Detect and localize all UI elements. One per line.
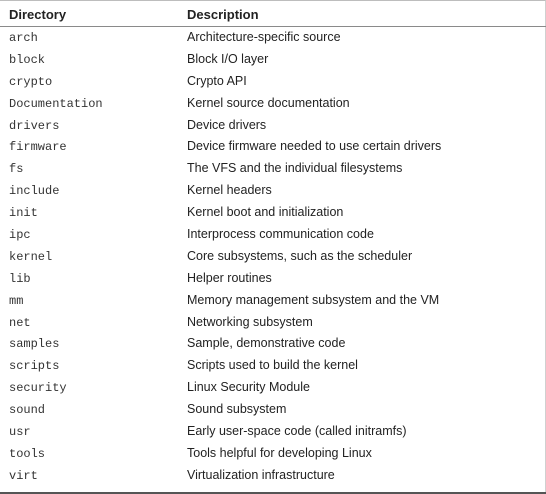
table-row <box>0 290 546 312</box>
directory-cell: arch <box>9 31 38 45</box>
directory-cell: include <box>9 184 60 199</box>
directory-cell: tools <box>9 446 46 461</box>
description-cell: Sample, demonstrative code <box>187 336 346 351</box>
description-cell: The VFS and the individual filesystems <box>187 161 403 176</box>
table-row <box>0 377 546 399</box>
header-description: Description <box>187 7 259 22</box>
directory-cell: sound <box>9 403 46 418</box>
directory-cell: security <box>9 381 67 396</box>
directory-cell: fs <box>9 162 24 177</box>
description-cell: Device drivers <box>187 117 267 132</box>
table-header <box>0 1 546 27</box>
table-body <box>0 27 546 487</box>
description-cell: Kernel boot and initialization <box>187 205 344 220</box>
table-row <box>0 312 546 334</box>
table-row <box>0 246 546 268</box>
table-row <box>0 115 546 137</box>
directory-cell: block <box>9 52 46 67</box>
table-row <box>0 136 546 158</box>
description-cell: Scripts used to build the kernel <box>187 358 358 373</box>
directory-cell: Documentation <box>9 96 103 111</box>
header-directory: Directory <box>9 7 67 22</box>
table-row <box>0 224 546 246</box>
directory-cell: virt <box>9 468 38 483</box>
directory-cell: usr <box>9 425 31 440</box>
table-row <box>0 180 546 202</box>
description-cell: Memory management subsystem and the VM <box>187 292 440 307</box>
table-row <box>0 443 546 465</box>
description-cell: Early user-space code (called initramfs) <box>187 424 407 439</box>
table-row <box>0 268 546 290</box>
table-row <box>0 93 546 115</box>
description-cell: Kernel source documentation <box>187 95 350 110</box>
description-cell: Crypto API <box>187 73 247 88</box>
directory-cell: mm <box>9 293 24 308</box>
description-cell: Core subsystems, such as the scheduler <box>187 248 413 263</box>
description-cell: Tools helpful for developing Linux <box>187 445 372 460</box>
directory-cell: samples <box>9 337 60 352</box>
description-cell: Networking subsystem <box>187 314 313 329</box>
table-row <box>0 71 546 93</box>
table-row <box>0 27 546 49</box>
description-cell: Block I/O layer <box>187 51 269 66</box>
directory-cell: firmware <box>9 140 67 155</box>
table-row <box>0 399 546 421</box>
table-row <box>0 465 546 487</box>
directory-cell: scripts <box>9 359 60 374</box>
table-row <box>0 355 546 377</box>
table-row <box>0 202 546 224</box>
directory-cell: kernel <box>9 249 53 264</box>
directory-cell: drivers <box>9 118 60 133</box>
description-cell: Linux Security Module <box>187 380 310 395</box>
description-cell: Interprocess communication code <box>187 227 374 242</box>
directory-cell: init <box>9 206 38 221</box>
description-cell: Virtualization infrastructure <box>187 467 335 482</box>
table-row <box>0 49 546 71</box>
directory-cell: crypto <box>9 74 53 89</box>
description-cell: Device firmware needed to use certain drivers <box>187 139 442 154</box>
directory-cell: ipc <box>9 228 31 243</box>
directory-cell: net <box>9 315 31 330</box>
table-row <box>0 158 546 180</box>
description-cell: Sound subsystem <box>187 402 287 417</box>
description-cell: Helper routines <box>187 270 272 285</box>
table-row <box>0 333 546 355</box>
directory-cell: lib <box>9 271 31 286</box>
table-row <box>0 421 546 443</box>
description-cell: Architecture-specific source <box>187 30 341 44</box>
description-cell: Kernel headers <box>187 183 272 198</box>
